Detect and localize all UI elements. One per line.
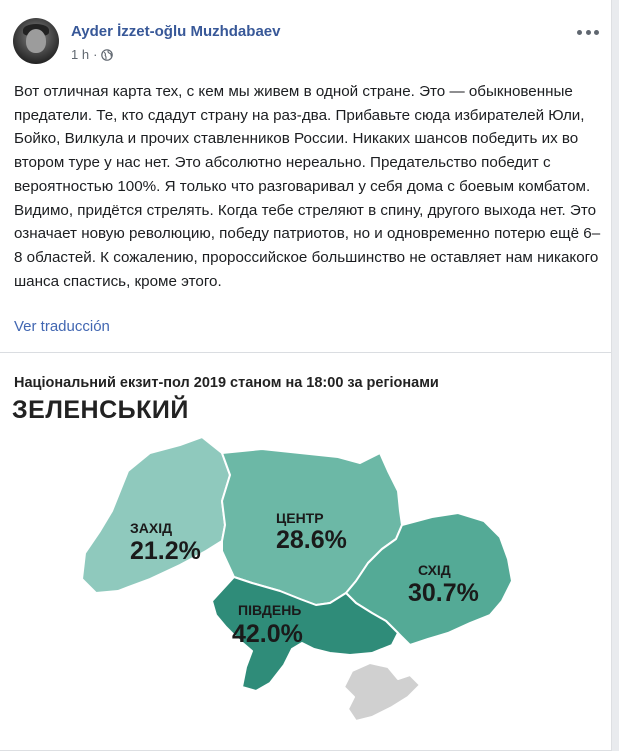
more-options-icon[interactable] [577, 24, 599, 40]
region-east-value: 30.7% [408, 579, 479, 607]
region-south-value: 42.0% [232, 620, 303, 648]
region-crimea-shape [344, 663, 420, 721]
author-name-link[interactable]: Ayder İzzet-oğlu Muzhdabaev [71, 23, 281, 40]
author-avatar[interactable] [13, 18, 59, 64]
region-west-value: 21.2% [130, 537, 201, 565]
infographic-subtitle: Національний екзит-пол 2019 станом на 18:00 за регіонами [14, 375, 439, 391]
region-center-label: ЦЕНТР [276, 510, 324, 526]
post-text: Вот отличная карта тех, с кем мы живем в одной стране. Это — обыкновенные предатели. Те, кто сдадут страну на раз-два. Прибавьте сюда избирателей Юли, Бойко, Вилкула и прочих ставленников России. Никаких шансов победить их во втором туре у нас нет. Это абсолютно нереально. Предательство победит с вероятностью 100%. Я только что разговаривал у себя дома с боевым комбатом. Видимо, придётся стрелять. Когда тебе стреляют в спину, другого выхода нет. Это означает новую революцию, победу патриотов, но и одновременно потерю ещё 6–8 областей. К сожалению, пророссийское большинство не оставляет нам никакого шанса спастись, кроме этого. [14, 83, 601, 290]
post-timestamp[interactable]: 1 h [71, 47, 90, 62]
ukraine-regions-map [0, 353, 612, 751]
region-south-label: ПІВДЕНЬ [238, 602, 302, 618]
region-west-shape [82, 437, 230, 593]
exit-poll-infographic[interactable] [0, 353, 612, 751]
region-east-label: СХІД [418, 562, 451, 578]
avatar-face [26, 29, 46, 53]
post-meta: 1 h · [71, 47, 113, 62]
region-center-value: 28.6% [276, 526, 347, 554]
region-west-label: ЗАХІД [130, 520, 173, 536]
post-body [14, 80, 606, 293]
infographic-title: ЗЕЛЕНСЬКИЙ [12, 396, 189, 424]
see-translation-link[interactable]: Ver traducción [14, 318, 110, 335]
post-header [13, 18, 603, 68]
globe-icon[interactable] [101, 49, 113, 61]
